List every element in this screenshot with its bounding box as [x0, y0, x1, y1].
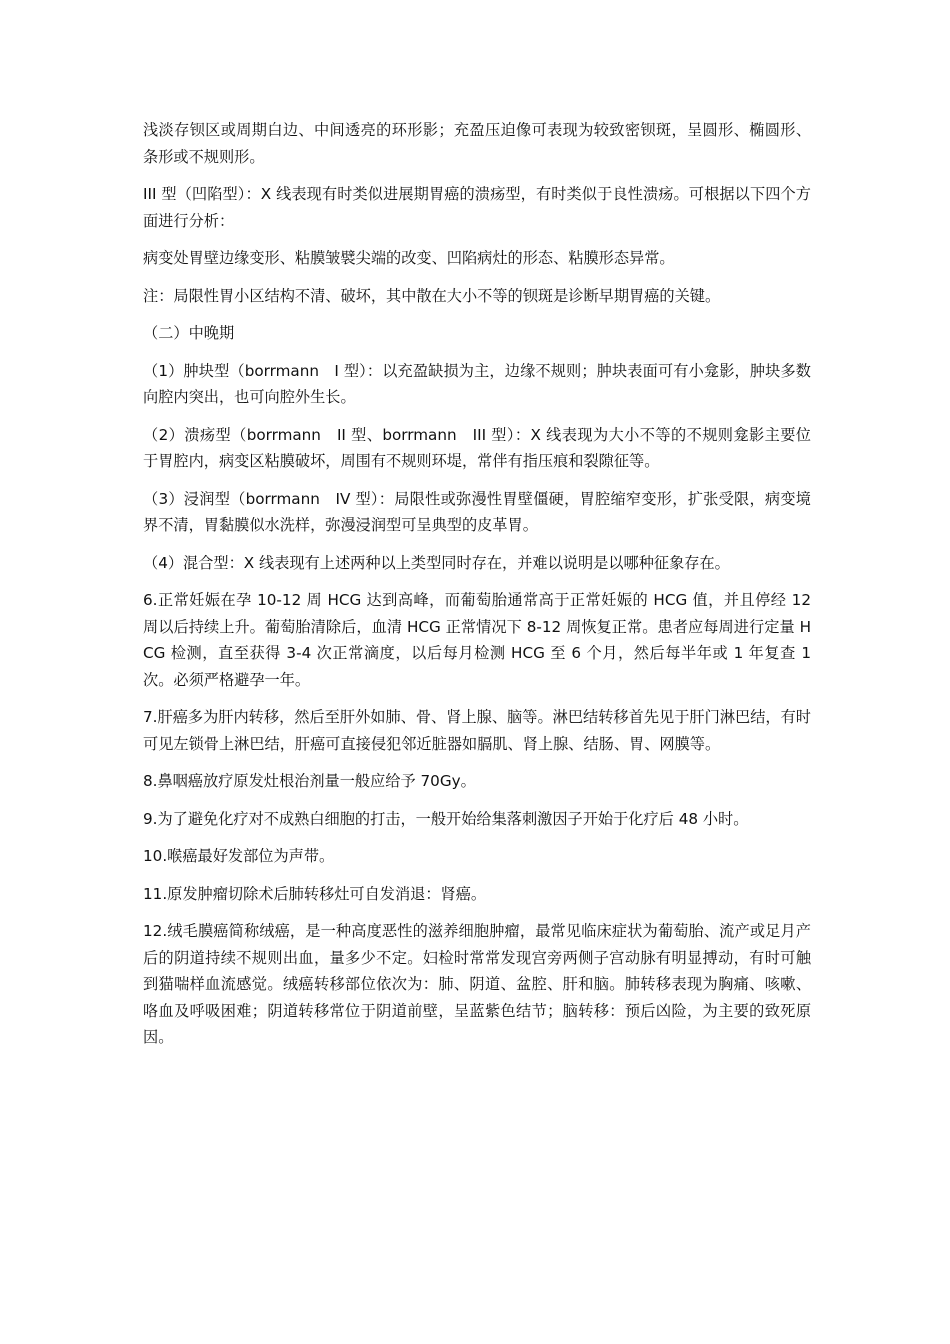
- paragraph-item-10-laryngeal: 10.喉癌最好发部位为声带。: [143, 847, 335, 865]
- paragraph-item-11-renal: 11.原发肿瘤切除术后肺转移灶可自发消退：肾癌。: [143, 884, 487, 903]
- paragraph-type-iii-depressed: III 型（凹陷型）：X 线表现有时类似进展期胃癌的溃疡型，有时类似于良性溃疡。可根据以下四个方面进行分析：: [143, 185, 811, 230]
- document-body: [143, 117, 811, 1062]
- paragraph-item-9-chemotherapy: 9.为了避免化疗对不成熟白细胞的打击，一般开始给集落刺激因子开始于化疗后 48 小时。: [143, 809, 749, 828]
- paragraph-note-early-gastric-cancer: 注：局限性胃小区结构不清、破坏，其中散在大小不等的钡斑是诊断早期胃癌的关键。: [143, 286, 721, 305]
- paragraph-mixed-type: （4）混合型：X 线表现有上述两种以上类型同时存在，并难以说明是以哪种征象存在。: [143, 553, 730, 572]
- paragraph-item-7-liver-cancer: 7.肝癌多为肝内转移，然后至肝外如肺、骨、肾上腺、脑等。淋巴结转移首先见于肝门淋巴结，有时可见左锁骨上淋巴结，肝癌可直接侵犯邻近脏器如膈肌、肾上腺、结肠、胃、网膜等。: [143, 708, 811, 753]
- paragraph-mass-type: （1）肿块型（borrmann I 型）：以充盈缺损为主，边缘不规则；肿块表面可有小龛影，肿块多数向腔内突出，也可向腔外生长。: [143, 361, 811, 406]
- paragraph-item-12-choriocarcinoma: 12.绒毛膜癌简称绒癌，是一种高度恶性的滋养细胞肿瘤，最常见临床症状为葡萄胎、流产或足月产后的阴道持续不规则出血，量多少不定。妇检时常常发现宫旁两侧子宫动脉有明显搏动，有时可触到猫喘样血流感觉。绒癌转移部位依次为：肺、阴道、盆腔、肝和脑。肺转移表现为胸痛、咳嗽、咯血及呼吸困难；阴道转移常位于阴道前壁，呈蓝紫色结节；脑转移：预后凶险，为主要的致死原因。: [143, 922, 811, 1046]
- paragraph-infiltrative-type: （3）浸润型（borrmann IV 型）：局限性或弥漫性胃壁僵硬，胃腔缩窄变形，扩张受限，病变境界不清，胃黏膜似水洗样，弥漫浸润型可呈典型的皮革胃。: [143, 489, 811, 534]
- paragraph-ulcer-type: （2）溃疡型（borrmann II 型、borrmann III 型）：X 线表现为大小不等的不规则龛影主要位于胃腔内，病变区粘膜破坏，周围有不规则环堤，常伴有指压痕和裂隙征等。: [143, 425, 811, 470]
- paragraph-barium-ring-shadow: 浅淡存钡区或周期白边、中间透亮的环形影；充盈压迫像可表现为较致密钡斑，呈圆形、椭圆形、条形或不规则形。: [143, 121, 811, 166]
- paragraph-item-8-nasopharyngeal: 8.鼻咽癌放疗原发灶根治剂量一般应给予 70Gy。: [143, 772, 476, 790]
- paragraph-item-6-hcg: 6.正常妊娠在孕 10-12 周 HCG 达到高峰，而葡萄胎通常高于正常妊娠的 HCG 值，并且停经 12 周以后持续上升。葡萄胎清除后，血清 HCG 正常情况下 8-12 周恢复正常。患者应每周进行定量 HCG 检测，直至获得 3-4 次正常滴度，以后每月检测 HCG 至 6 个月，然后每半年或 1 年复查 1 次。必须严格避孕一年。: [143, 591, 811, 689]
- paragraph-analysis-aspects: 病变处胃壁边缘变形、粘膜皱襞尖端的改变、凹陷病灶的形态、粘膜形态异常。: [143, 249, 675, 267]
- section-heading-mid-late-stage: （二）中晚期: [143, 324, 235, 342]
